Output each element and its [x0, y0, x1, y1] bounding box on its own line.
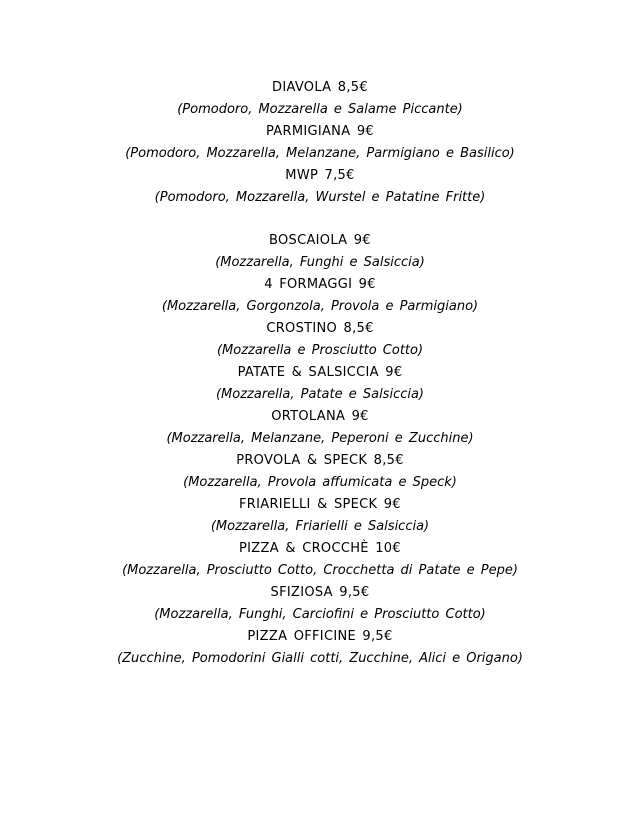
menu-item-description: (Mozzarella, Provola affumicata e Speck) — [183, 475, 457, 490]
menu-item-crostino — [0, 318, 640, 362]
menu-item-description: (Mozzarella, Prosciutto Cotto, Crocchetta di Patate e Pepe) — [122, 563, 518, 578]
menu-item-parmigiana — [0, 121, 640, 165]
menu-item-provola-speck — [0, 450, 640, 494]
menu-item-name: PATATE & SALSICCIA 9€ — [237, 365, 403, 380]
menu-item-description: (Mozzarella, Patate e Salsiccia) — [215, 387, 425, 402]
menu-item-description: (Mozzarella e Prosciutto Cotto) — [216, 343, 424, 358]
menu-item-name: BOSCAIOLA 9€ — [269, 233, 371, 248]
menu-item-description: (Pomodoro, Mozzarella, Melanzane, Parmigiano e Basilico) — [125, 146, 515, 161]
menu-item-pizza-crocche — [0, 538, 640, 582]
menu-item-description: (Mozzarella, Melanzane, Peperoni e Zucchine) — [166, 431, 474, 446]
menu-item-4-formaggi — [0, 274, 640, 318]
menu-item-description: (Mozzarella, Friarielli e Salsiccia) — [210, 519, 430, 534]
menu-item-sfiziosa — [0, 582, 640, 626]
menu-item-name: PARMIGIANA 9€ — [266, 124, 374, 139]
menu-group-2 — [0, 230, 640, 670]
menu-item-name: FRIARIELLI & SPECK 9€ — [239, 497, 401, 512]
menu-item-patate-salsiccia — [0, 362, 640, 406]
menu-item-description: (Mozzarella, Funghi, Carciofini e Prosciutto Cotto) — [154, 607, 486, 622]
menu-item-name: PIZZA & CROCCHÈ 10€ — [239, 541, 401, 556]
menu-item-description: (Mozzarella, Funghi e Salsiccia) — [215, 255, 425, 270]
menu-item-name: PIZZA OFFICINE 9,5€ — [247, 629, 393, 644]
menu-item-pizza-officine — [0, 626, 640, 670]
menu-item-description: (Mozzarella, Gorgonzola, Provola e Parmigiano) — [161, 299, 479, 314]
menu-item-friarielli-speck — [0, 494, 640, 538]
menu-item-description: (Pomodoro, Mozzarella e Salame Piccante) — [177, 102, 463, 117]
menu-item-ortolana — [0, 406, 640, 450]
menu-item-name: 4 FORMAGGI 9€ — [264, 277, 376, 292]
menu-item-name: SFIZIOSA 9,5€ — [270, 585, 370, 600]
menu-item-name: CROSTINO 8,5€ — [266, 321, 374, 336]
menu-item-name: DIAVOLA 8,5€ — [272, 80, 368, 95]
menu-item-diavola — [0, 77, 640, 121]
menu-item-boscaiola — [0, 230, 640, 274]
menu-item-description: (Zucchine, Pomodorini Gialli cotti, Zucchine, Alici e Origano) — [117, 651, 523, 666]
menu-item-name: MWP 7,5€ — [285, 168, 355, 183]
menu-item-name: PROVOLA & SPECK 8,5€ — [236, 453, 404, 468]
pizza-menu — [0, 77, 640, 670]
menu-item-name: ORTOLANA 9€ — [271, 409, 369, 424]
menu-item-description: (Pomodoro, Mozzarella, Wurstel e Patatine Fritte) — [154, 190, 486, 205]
menu-group-1 — [0, 77, 640, 209]
menu-item-mwp — [0, 165, 640, 209]
